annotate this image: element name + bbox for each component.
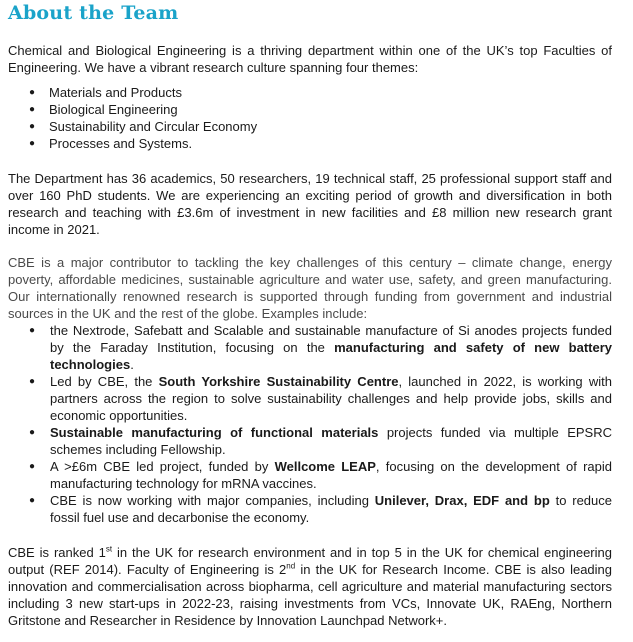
page-title: About the Team: [8, 2, 179, 24]
themes-list: [8, 84, 612, 152]
list-item: ● Processes and Systems.: [8, 135, 612, 152]
list-item: ● A >£6m CBE led project, funded by Wellcome LEAP, focusing on the development of rapid manufacturing technology for mRNA vaccines.: [8, 458, 612, 492]
examples-list: [8, 322, 612, 526]
list-item: ● Sustainability and Circular Economy: [8, 118, 612, 135]
ranking-paragraph: CBE is ranked 1st in the UK for research environment and in top 5 in the UK for chemical engineering output (REF 2014). Faculty of Engineering is 2nd in the UK for Research Income. CBE is also leading innovation and commercialisation across biopharma, cell agriculture and material manufacturing sectors including 3 new start-ups in 2022-23, raising investments from VCs, Innovate UK, RAEng, Northern Gritstone and Researcher in Residence by Innovation Launchpad Network+.: [8, 544, 612, 628]
list-item: ● CBE is now working with major companies, including Unilever, Drax, EDF and bp to reduce fossil fuel use and decarbonise the economy.: [8, 492, 612, 526]
contributor-paragraph: CBE is a major contributor to tackling the key challenges of this century – climate change, energy poverty, affordable medicines, sustainable agriculture and water use, safety, and green manufacturing. Our internationally renowned research is supported through funding from government and industrial sources in the UK and the rest of the globe. Examples include:: [8, 255, 612, 321]
list-item: ● Led by CBE, the South Yorkshire Sustainability Centre, launched in 2022, is working with partners across the region to solve sustainability challenges and help provide jobs, skills and economic opportunities.: [8, 373, 612, 424]
intro-paragraph: Chemical and Biological Engineering is a thriving department within one of the UK’s top Faculties of Engineering. We have a vibrant research culture spanning four themes:: [8, 43, 612, 75]
department-paragraph: The Department has 36 academics, 50 researchers, 19 technical staff, 25 professional support staff and over 160 PhD students. We are experiencing an exciting period of growth and diversification in both research and teaching with £3.6m of investment in new facilities and £8 million new research grant income in 2021.: [8, 171, 612, 237]
list-item: ● the Nextrode, Safebatt and Scalable and sustainable manufacture of Si anodes projects funded by the Faraday Institution, focusing on the manufacturing and safety of new battery technologies.: [8, 322, 612, 373]
list-item: ● Sustainable manufacturing of functional materials projects funded via multiple EPSRC schemes including Fellowship.: [8, 424, 612, 458]
list-item: ● Biological Engineering: [8, 101, 612, 118]
list-item: ● Materials and Products: [8, 84, 612, 101]
